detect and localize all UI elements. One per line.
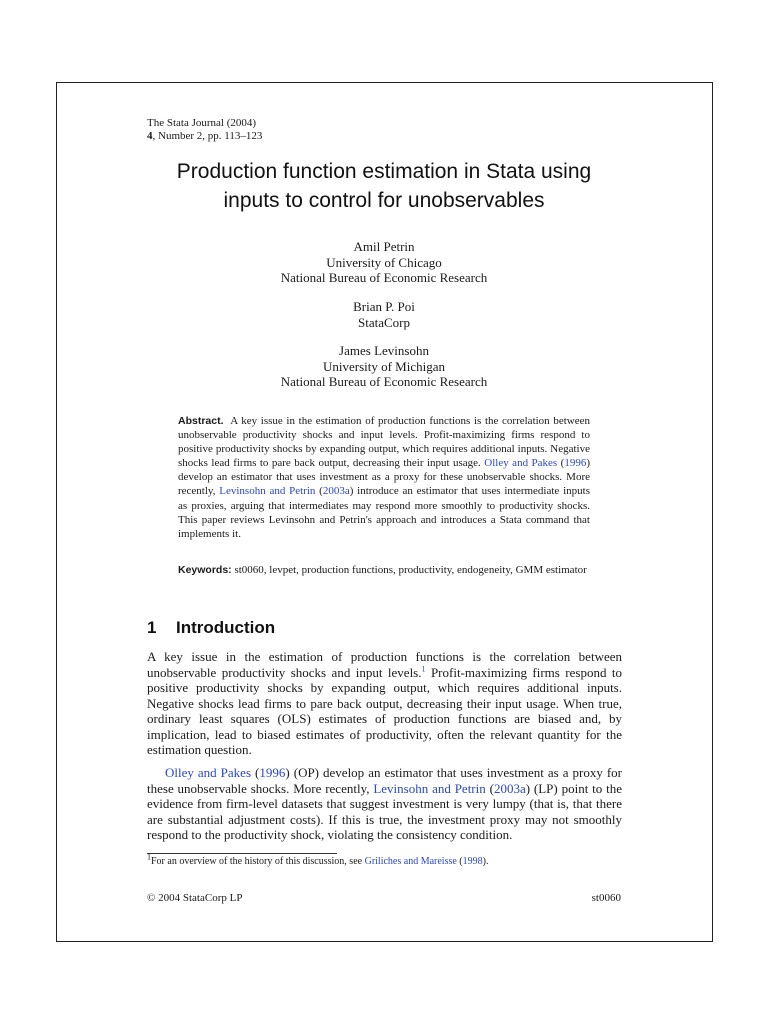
footnote-rule xyxy=(147,853,337,854)
article-code: st0060 xyxy=(591,892,621,904)
author-block-3 xyxy=(100,343,668,390)
citation-year-link[interactable]: 2003a xyxy=(322,485,350,498)
section-title: Introduction xyxy=(176,618,276,637)
copyright: © 2004 StataCorp LP xyxy=(147,892,243,904)
citation-year-link[interactable]: 1996 xyxy=(564,457,587,470)
journal-issue: 4, Number 2, pp. 113–123 xyxy=(147,130,263,142)
section-heading xyxy=(147,618,275,638)
paper-title: Production function estimation in Stata using inputs to control for unobservables xyxy=(176,160,592,212)
citation-year-link[interactable]: 1996 xyxy=(259,765,286,780)
citation-link[interactable]: Levinsohn and Petrin xyxy=(219,485,316,498)
section-number: 1 xyxy=(147,618,157,637)
citation-link[interactable]: Olley and Pakes xyxy=(165,765,252,780)
keywords-label: Keywords: xyxy=(178,564,232,576)
citation-year-link[interactable]: 2003a xyxy=(493,780,526,796)
citation-link[interactable]: Levinsohn and Petrin xyxy=(373,780,486,796)
paragraph-1: A key issue in the estimation of production functions is the correlation between unobservable productivity shocks and input levels.$^1$ Profit-maximizing firms respond to positive productivity shocks by expanding output, which requires additional inputs. Negative shocks lead firms to pare back output, decreasing their input usage. When true, ordinary least squares (OLS) estimates of production functions are biased and, by implication, lead to biased estimates of productivity, often the relevant quantity for the estimation question. xyxy=(147,649,622,757)
abstract-label: Abstract. xyxy=(178,415,224,427)
footnote-number: 1 xyxy=(147,852,151,862)
author-name: James Levinsohn xyxy=(339,343,429,358)
author-block-1 xyxy=(100,239,668,286)
citation-link[interactable]: Griliches and Mareisse xyxy=(364,856,457,867)
footnote-mark[interactable]: 1 xyxy=(421,664,426,674)
citation-year-link[interactable]: 1998 xyxy=(462,856,483,867)
paragraph-2: Olley and Pakes (1996) (OP) develop an estimator that uses investment as a proxy for these unobservable shocks. More recently, Levinsohn and Petrin (2003a) (LP) point to the evidence from firm-level datasets that suggest investment is very lumpy (that is, that there are substantial adjustment costs). If this is true, the investment proxy may not smoothly respond to the productivity shock, violating the consistency condition. xyxy=(147,765,622,842)
author-affiliation: StataCorp xyxy=(358,314,410,330)
author-block-2 xyxy=(100,299,668,330)
author-name: Brian P. Poi xyxy=(353,299,415,314)
author-name: Amil Petrin xyxy=(353,239,415,254)
journal-header xyxy=(147,117,262,143)
journal-name: The Stata Journal (2004) xyxy=(147,117,257,129)
keywords: Keywords: st0060, levpet, production functions, productivity, endogeneity, GMM estimator xyxy=(178,564,587,576)
author-affiliation: National Bureau of Economic Research xyxy=(280,374,488,389)
author-affiliation: University of Michigan xyxy=(322,358,446,374)
citation-link[interactable]: Olley and Pakes xyxy=(484,457,558,470)
abstract: Abstract. A key issue in the estimation of production functions is the correlation between unobservable productivity shocks and input levels. Profit-maximizing firms respond to positive productivity shocks by expanding output, which requires additional inputs. Negative shocks lead firms to pare back output, decreasing their input usage. Olley and Pakes (1996) develop an estimator that uses investment as a proxy for these unobservable shocks. More recently, Levinsohn and Petrin (2003a) introduce an estimator that uses intermediate inputs as proxies, arguing that intermediates may respond more smoothly to productivity shocks. This paper reviews Levinsohn and Petrin's approach and introduces a Stata command that implements it. xyxy=(178,415,591,540)
author-affiliation: University of Chicago xyxy=(326,254,442,270)
footnote: $^1$For an overview of the history of this discussion, see Griliches and Mareisse (1998). xyxy=(147,852,489,867)
author-affiliation: National Bureau of Economic Research xyxy=(280,270,488,285)
